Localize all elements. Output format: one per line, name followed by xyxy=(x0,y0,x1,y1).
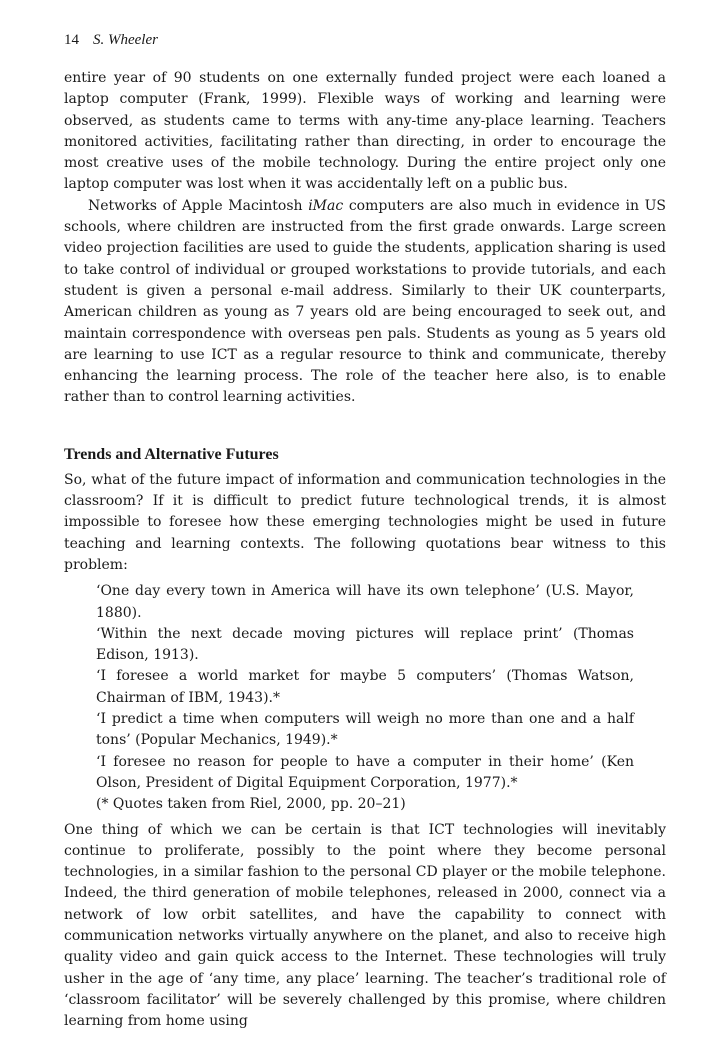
running-head xyxy=(64,30,666,50)
quote-item: ‘Within the next decade moving pictures will replace print’ (Thomas Edison, 1913). xyxy=(96,625,634,664)
quote-item: ‘I foresee no reason for people to have a computer in their home’ (Ken Olson, President of Digital Equipment Corporation, 1977).* xyxy=(96,753,634,791)
paragraph-2-text-end: computers are also much in evidence in US schools, where children are instructed from the first grade onwards. Large screen video projection facilities are used to guide the students, application sharing is used to take control of individual or grouped workstations to provide tutorials, and each student is given a personal e-mail address. Similarly to their UK counterparts, American children as young as 7 years old are being encouraged to seek out, and maintain correspondence with overseas pen pals. Students as young as 5 years old are learning to use ICT as a regular resource to think and communicate, thereby enhancing the learning process. The role of the teacher here also, is to enable rather than to control learning activities. xyxy=(64,197,666,406)
body-paragraph-4: One thing of which we can be certain is that ICT technologies will inevitably continue to proliferate, possibly to the point where they become personal technologies, in a similar fashion to the personal CD player or the mobile telephone. Indeed, the third generation of mobile telephones, released in 2000, connect via a network of low orbit satellites, and have the capability to connect with communication networks virtually anywhere on the planet, and also to receive high quality video and gain quick access to the Internet. These technologies will truly usher in the age of ‘any time, any place’ learning. The teacher’s traditional role of ‘classroom facilitator’ will be severely challenged by this promise, where children learning from home using xyxy=(64,821,666,1030)
section-heading: Trends and Alternative Futures xyxy=(64,445,279,463)
quote-item: ‘I foresee a world market for maybe 5 computers’ (Thomas Watson, Chairman of IBM, 1943).* xyxy=(96,668,634,706)
quote-item: ‘I predict a time when computers will weigh no more than one and a half tons’ (Popular Mechanics, 1949).* xyxy=(96,711,634,749)
quote-source-note: (* Quotes taken from Riel, 2000, pp. 20–21) xyxy=(96,796,406,813)
paragraph-2-text-start: Networks of Apple Macintosh xyxy=(88,197,309,214)
quotation-list xyxy=(96,581,634,815)
body-paragraph-2 xyxy=(64,196,666,409)
page-number: 14 xyxy=(64,32,79,48)
quote-item: ‘One day every town in America will have its own telephone’ (U.S. Mayor, 1880). xyxy=(96,583,634,621)
body-paragraph-3: So, what of the future impact of information and communication technologies in the classroom? If it is difficult to predict future technological trends, it is almost impossible to foresee how these emerging technologies might be used in future teaching and learning contexts. The following quotations bear witness to this problem: xyxy=(64,471,666,573)
body-paragraph-1: entire year of 90 students on one externally funded project were each loaned a laptop computer (Frank, 1999). Flexible ways of working and learning were observed, as students came to terms with any-time any-place learning. Teachers monitored activities, facilitating rather than directing, in order to encourage the most creative uses of the mobile technology. During the entire project only one laptop computer was lost when it was accidentally left on a public bus. xyxy=(64,70,666,193)
page xyxy=(64,30,666,1032)
running-head-author: S. Wheeler xyxy=(93,32,158,48)
paragraph-2-italic-term: iMac xyxy=(308,197,344,214)
